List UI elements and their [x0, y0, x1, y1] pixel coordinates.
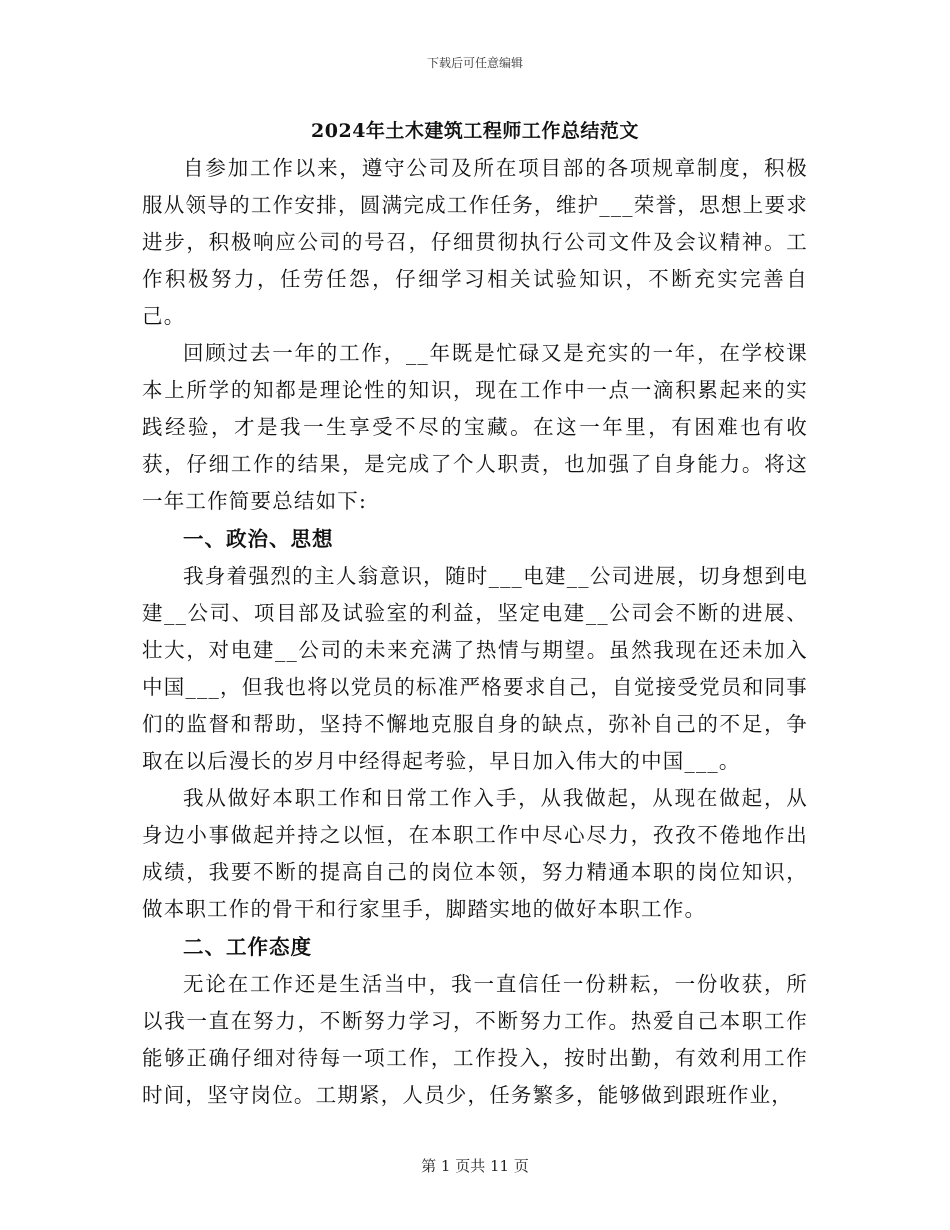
document-body	[142, 150, 808, 1114]
header-note: 下载后可任意编辑	[426, 56, 523, 70]
section-heading-politics: 一、政治、思想	[183, 527, 334, 551]
paragraph-5: 无论在工作还是生活当中，我一直信任一份耕耘，一份收获，所以我一直在努力，不断努力学习，不断努力工作。热爱自己本职工作能够正确仔细对待每一项工作，工作投入，按时出勤，有效利用工作时间，坚守岗位。工期紧，人员少，任务繁多，能够做到跟班作业，	[142, 972, 808, 1107]
page-footer: 第 1 页共 11 页	[421, 1157, 529, 1175]
section-heading-attitude: 二、工作态度	[183, 935, 312, 959]
paragraph-4: 我从做好本职工作和日常工作入手，从我做起，从现在做起，从身边小事做起并持之以恒，在本职工作中尽心尽力，孜孜不倦地作出成绩，我要不断的提高自己的岗位本领，努力精通本职的岗位知识，做本职工作的骨干和行家里手，脚踏实地的做好本职工作。	[142, 786, 808, 921]
paragraph-2: 回顾过去一年的工作，__年既是忙碌又是充实的一年，在学校课本上所学的知都是理论性的知识，现在工作中一点一滴积累起来的实践经验，才是我一生享受不尽的宝藏。在这一年里，有困难也有收获，仔细工作的结果，是完成了个人职责，也加强了自身能力。将这一年工作简要总结如下:	[142, 341, 808, 513]
document-title: 2024年土木建筑工程师工作总结范文	[311, 120, 639, 142]
paragraph-1: 自参加工作以来，遵守公司及所在项目部的各项规章制度，积极服从领导的工作安排，圆满完成工作任务，维护___荣誉，思想上要求进步，积极响应公司的号召，仔细贯彻执行公司文件及会议精神。工作积极努力，任劳任怨，仔细学习相关试验知识，不断充实完善自己。	[142, 156, 808, 328]
paragraph-3: 我身着强烈的主人翁意识，随时___电建__公司进展，切身想到电建__公司、项目部及试验室的利益，坚定电建__公司会不断的进展、壮大，对电建__公司的未来充满了热情与期望。虽然我现在还未加入中国___，但我也将以党员的标准严格要求自己，自觉接受党员和同事们的监督和帮助，坚持不懈地克服自身的缺点，弥补自己的不足，争取在以后漫长的岁月中经得起考验，早日加入伟大的中国___。	[142, 564, 808, 773]
